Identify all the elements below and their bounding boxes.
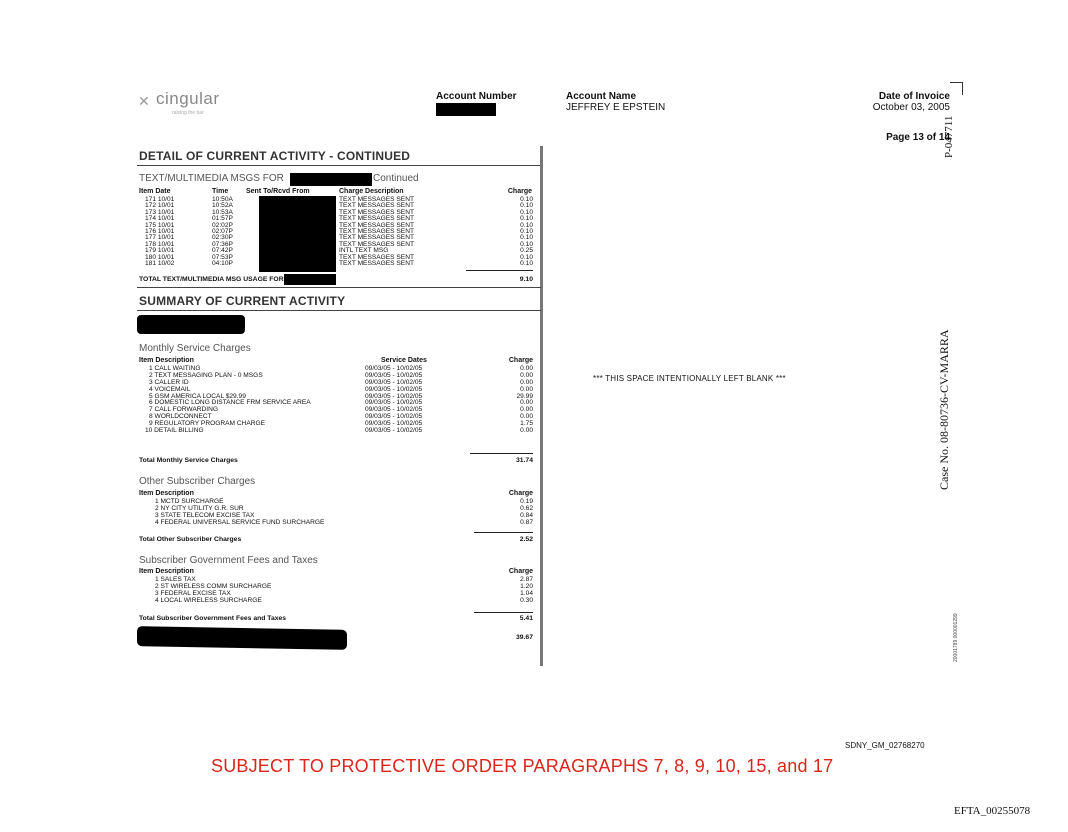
subtotal-rule [466,270,533,271]
col-sent-to: Sent To/Rcvd From [246,188,310,195]
logo-tagline: raising the bar [172,110,204,116]
col-charge: Charge [507,188,532,195]
table-row: 172 10/01 10:52A TEXT MESSAGES SENT 0.10 [145,202,533,210]
invoice-date-label: Date of Invoice [878,91,950,102]
monthly-title: Monthly Service Charges [139,343,251,354]
subtotal-rule [470,453,533,454]
col-charge: Charge [508,568,533,575]
col-charge: Charge [508,357,533,364]
table-row: 5 GSM AMERICA LOCAL $29.99 09/03/05 - 10/02/05 29.99 [149,392,533,400]
redaction-phone [290,173,372,186]
account-number-label: Account Number [436,91,517,102]
monthly-total-label: Total Monthly Service Charges [139,457,238,464]
grand-total: 39.67 [515,634,533,641]
barcode-text: 20001789 000001299 [953,613,959,662]
cingular-logo-text: cingular [156,89,220,108]
table-row: 2 TEXT MESSAGING PLAN - 0 MSGS 09/03/05 - 10/02/05 0.00 [149,371,533,379]
table-row: 1 MCTD SURCHARGE 0.19 [155,498,533,505]
other-total-label: Total Other Subscriber Charges [139,536,242,543]
col-service-dates: Service Dates [381,357,427,364]
col-time: Time [212,188,229,195]
table-row: 3 CALLER ID 09/03/05 - 10/02/05 0.00 [149,378,533,386]
redaction-account-number [436,103,496,116]
monthly-total: 31.74 [515,457,533,464]
table-row: 3 FEDERAL EXCISE TAX 1.04 [155,589,533,597]
redaction-grand-total-label [137,626,347,650]
corner-mark [950,82,963,95]
table-row: 179 10/01 07:42P INTL TEXT MSG 0.25 [145,247,533,255]
divider [137,310,541,311]
detail-total-value: 9.10 [519,276,533,283]
subtotal-rule [474,532,533,533]
bates-number: SDNY_GM_02768270 [845,741,925,750]
cingular-logo-icon: ✕ [138,93,150,109]
col-item-date: Item Date [139,188,171,195]
msgs-continued: Continued [373,173,419,184]
col-item-desc: Item Description [139,568,194,575]
table-row: 175 10/01 02:02P TEXT MESSAGES SENT 0.10 [145,221,533,229]
table-row: 180 10/01 07:53P TEXT MESSAGES SENT 0.10 [145,253,533,261]
table-row: 171 10/01 10:50A TEXT MESSAGES SENT 0.10 [145,196,533,203]
gov-title: Subscriber Government Fees and Taxes [139,555,318,566]
col-charge: Charge [508,490,533,497]
monthly-rows [139,366,533,435]
divider [137,287,541,288]
table-row: 4 FEDERAL UNIVERSAL SERVICE FUND SURCHARGE 0.87 [155,518,533,526]
table-row: 1 CALL WAITING 09/03/05 - 10/02/05 0.00 [149,365,533,372]
redaction-numbers [259,196,336,272]
table-row: 181 10/02 04:10P TEXT MESSAGES SENT 0.10 [145,259,533,267]
invoice-date: October 03, 2005 [872,102,950,113]
other-title: Other Subscriber Charges [139,476,256,487]
table-row: 4 VOICEMAIL 09/03/05 - 10/02/05 0.00 [149,385,533,393]
table-row: 7 CALL FORWARDING 09/03/05 - 10/02/05 0.00 [149,406,533,414]
col-item-desc: Item Description [139,490,194,497]
table-row: 1 SALES TAX 2.87 [155,576,533,583]
table-row: 6 DOMESTIC LONG DISTANCE FRM SERVICE AREA 09/03/05 - 10/02/05 0.00 [149,399,533,407]
table-row: 4 LOCAL WIRELESS SURCHARGE 0.30 [155,596,533,604]
msgs-title: TEXT/MULTIMEDIA MSGS FOR [139,173,284,184]
protective-order-notice: SUBJECT TO PROTECTIVE ORDER PARAGRAPHS 7, 8, 9, 10, 15, and 17 [211,756,834,776]
table-row: 178 10/01 07:36P TEXT MESSAGES SENT 0.10 [145,240,533,248]
account-name-label: Account Name [566,91,637,102]
summary-title: SUMMARY OF CURRENT ACTIVITY [139,294,346,308]
detail-total-label: TOTAL TEXT/MULTIMEDIA MSG USAGE FOR [139,276,284,283]
divider [137,165,541,166]
table-row: 174 10/01 01:57P TEXT MESSAGES SENT 0.10 [145,215,533,223]
case-number: Case No. 08-80736-CV-MARRA [937,329,951,490]
detail-rows [139,197,533,267]
vertical-divider [540,146,543,666]
side-stamp: P-047711 [943,115,955,158]
blank-space-notice: *** THIS SPACE INTENTIONALLY LEFT BLANK *** [593,374,786,383]
col-item-desc: Item Description [139,357,194,364]
account-name: JEFFREY E EPSTEIN [566,102,666,113]
gov-total: 5.41 [519,615,533,622]
table-row: 9 REGULATORY PROGRAM CHARGE 09/03/05 - 10/02/05 1.75 [149,420,533,428]
gov-total-label: Total Subscriber Government Fees and Taxes [139,615,287,622]
col-charge-desc: Charge Description [339,188,404,195]
detail-title: DETAIL OF CURRENT ACTIVITY - CONTINUED [139,149,411,163]
table-row: 173 10/01 10:53A TEXT MESSAGES SENT 0.10 [145,208,533,216]
table-row: 2 ST WIRELESS COMM SURCHARGE 1.20 [155,582,533,590]
redaction-total-phone [284,274,336,285]
table-row: 8 WORLDCONNECT 09/03/05 - 10/02/05 0.00 [149,413,533,421]
redaction-subscriber [137,315,245,334]
page-number: Page 13 of 14 [886,132,950,143]
subtotal-rule [474,612,533,613]
table-row: 3 STATE TELECOM EXCISE TAX 0.84 [155,511,533,519]
table-row: 2 NY CITY UTILITY G.R. SUR 0.62 [155,504,533,512]
table-row: 177 10/01 02:30P TEXT MESSAGES SENT 0.10 [145,234,533,242]
other-rows [139,499,533,527]
gov-rows [139,577,533,605]
table-row: 10 DETAIL BILLING 09/03/05 - 10/02/05 0.00 [145,427,533,435]
other-total: 2.52 [519,536,533,543]
efta-number: EFTA_00255078 [954,805,1031,817]
table-row: 176 10/01 02:07P TEXT MESSAGES SENT 0.10 [145,227,533,235]
